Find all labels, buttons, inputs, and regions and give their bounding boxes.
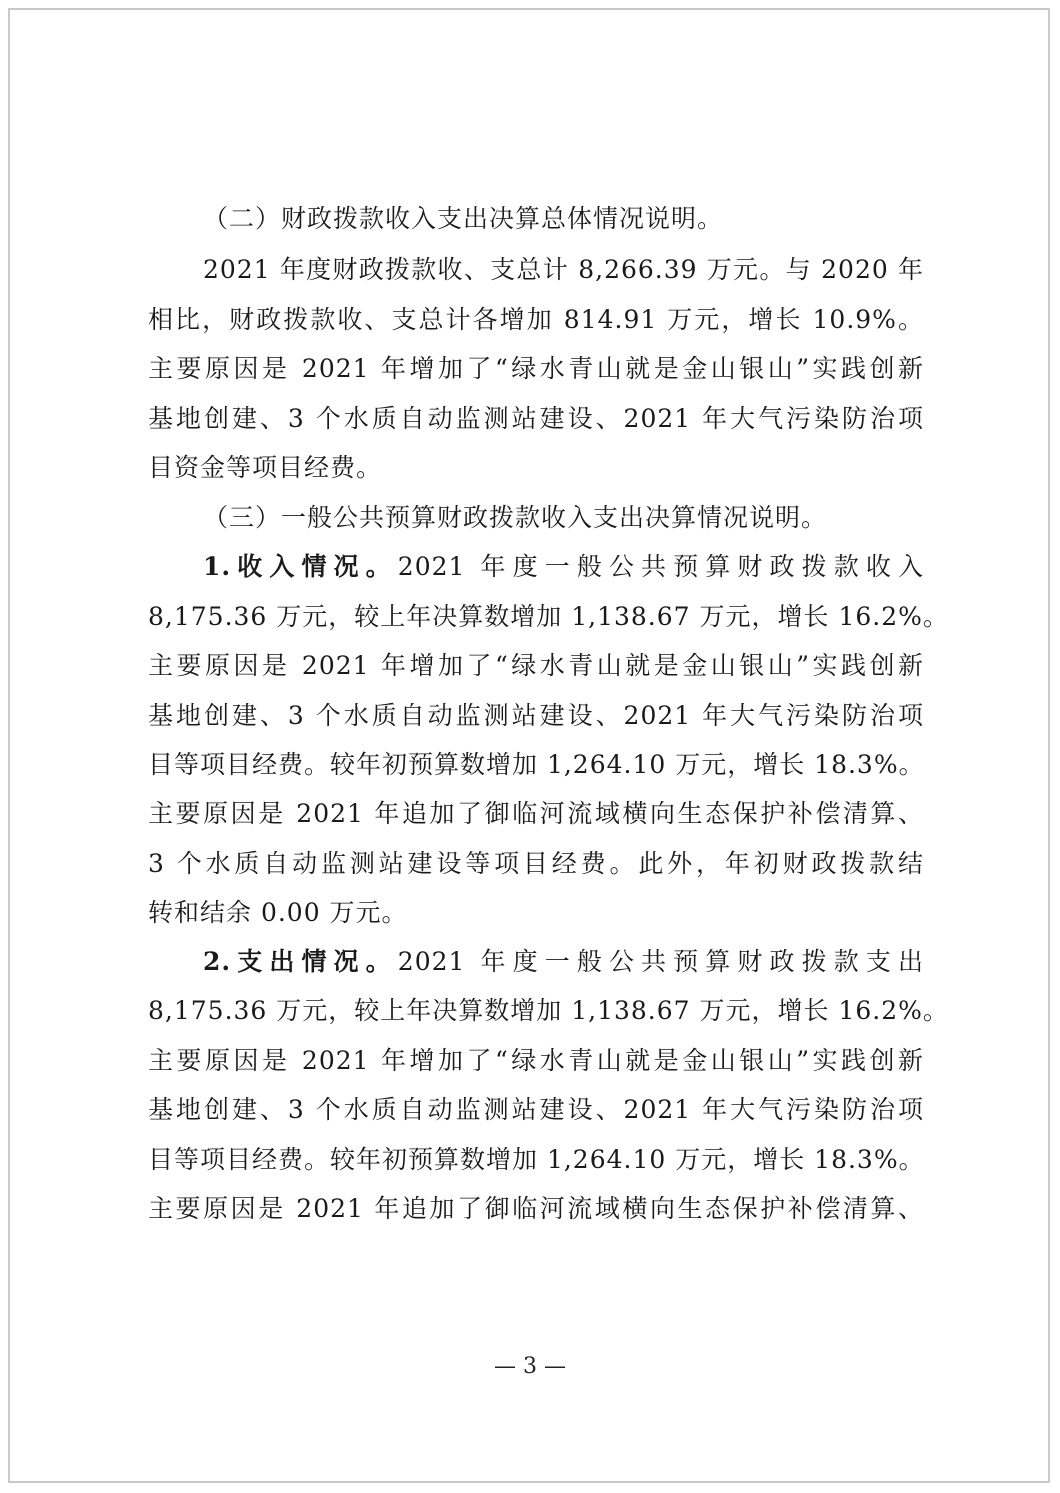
section2-line-2: 相比，财政拨款收、支总计各增加 814.91 万元，增长 10.9%。 (148, 305, 924, 334)
section2-line-4: 基地创建、3 个水质自动监测站建设、2021 年大气污染防治项 (148, 404, 924, 433)
expense-line-2: 主要原因是 2021 年增加了“绿水青山就是金山银山”实践创新 (148, 1046, 924, 1075)
section2-line-1: 2021 年度财政拨款收、支总计 8,266.39 万元。与 2020 年 (203, 255, 924, 284)
income-line-6: 3 个水质自动监测站建设等项目经费。此外，年初财政拨款结 (148, 849, 924, 878)
income-first-line (203, 550, 924, 584)
income-line-3: 基地创建、3 个水质自动监测站建设、2021 年大气污染防治项 (148, 701, 924, 730)
expense-line-1: 8,175.36 万元，较上年决算数增加 1,138.67 万元，增长 16.2%。 (148, 996, 949, 1025)
section2-line-3: 主要原因是 2021 年增加了“绿水青山就是金山银山”实践创新 (148, 354, 924, 383)
expense-label: 2.支出情况。 (203, 947, 398, 976)
expense-first-line (203, 945, 924, 979)
income-first-line-text: 2021 年度一般公共预算财政拨款收入 (397, 552, 924, 581)
income-line-4: 目等项目经费。较年初预算数增加 1,264.10 万元，增长 18.3%。 (148, 750, 925, 779)
expense-line-4: 目等项目经费。较年初预算数增加 1,264.10 万元，增长 18.3%。 (148, 1145, 925, 1174)
income-label: 1.收入情况。 (203, 552, 398, 581)
section2-line-5: 目资金等项目经费。 (148, 453, 383, 482)
page-number: — 3 — (494, 1354, 566, 1379)
income-line-5: 主要原因是 2021 年追加了御临河流域横向生态保护补偿清算、 (148, 799, 924, 828)
section2-heading: （二）财政拨款收入支出决算总体情况说明。 (203, 204, 724, 233)
expense-first-line-text: 2021 年度一般公共预算财政拨款支出 (397, 947, 924, 976)
income-line-2: 主要原因是 2021 年增加了“绿水青山就是金山银山”实践创新 (148, 651, 924, 680)
expense-line-3: 基地创建、3 个水质自动监测站建设、2021 年大气污染防治项 (148, 1095, 924, 1124)
section3-heading: （三）一般公共预算财政拨款收入支出决算情况说明。 (203, 503, 828, 532)
income-line-1: 8,175.36 万元，较上年决算数增加 1,138.67 万元，增长 16.2%。 (148, 602, 949, 631)
income-line-7: 转和结余 0.00 万元。 (148, 898, 408, 927)
expense-line-5: 主要原因是 2021 年追加了御临河流域横向生态保护补偿清算、 (148, 1194, 924, 1223)
